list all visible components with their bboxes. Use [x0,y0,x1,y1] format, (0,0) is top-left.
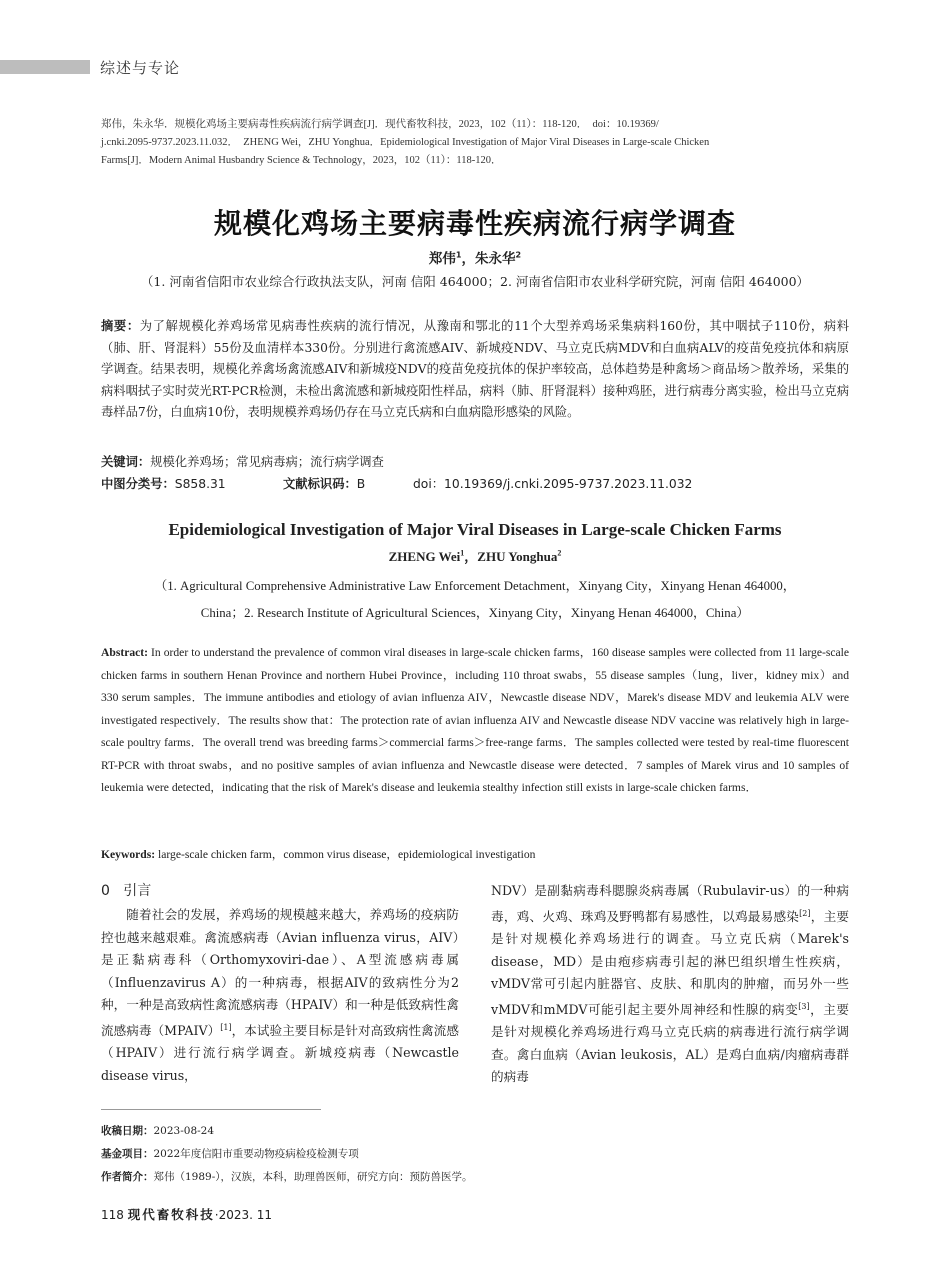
body-column-right [491,880,849,1089]
body-column-left [101,904,459,1087]
keywords-en [101,846,849,862]
title-cn: 规模化鸡场主要病毒性疾病流行病学调查 [213,207,736,240]
author-en-separator: ， [464,549,478,564]
author-en-2: ZHU Yonghua [477,549,558,564]
abstract-cn-text: 为了解规模化养鸡场常见病毒性疾病的流行情况，从豫南和鄂北的11个大型养鸡场采集病料160份，其中咽拭子110份，病料（肺、肝、肾混料）55份及血清样本330份。分别进行禽流感AIV、新城疫NDV、马立克氏病MDV和白血病ALV的疫苗免疫抗体和病原学调查。结果表明，规模化养禽场禽流感AIV和新城疫NDV的疫苗免疫抗体的保护率较高，总体趋势是种禽场＞商品场＞散养场，采集的病料咽拭子实时荧光RT-PCR检测，未检出禽流感和新城疫阳性样品，病料（肺、肝肾混料）接种鸡胚，进行病毒分离实验，检出马立克病毒样品7份，白血病10份，表明规模养鸡场仍存在马立克氏病和白血病隐形感染的风险。 [101,319,849,419]
citation-line-1: 郑伟，朱永华．规模化鸡场主要病毒性疾病流行病学调查[J]．现代畜牧科技，2023，102（11）：118-120． doi：10.19369/ [101,119,659,130]
keywords-cn-label: 关键词： [101,455,151,469]
body-right-text-3: ，主要是针对规模化养鸡场进行鸡马立克氏病的病毒进行流行病学调查。禽白血病（Avian leukosis，AL）是鸡白血病/肉瘤病毒群的病毒 [491,1001,849,1085]
keywords-cn-text: 规模化养鸡场；常见病毒病；流行病学调查 [150,455,384,469]
footnote-fund [101,1143,849,1166]
citation-ref-1: [1] [220,1022,232,1032]
abstract-en [101,642,849,800]
author-2: 朱永华 [475,251,516,267]
keywords-en-text: large-scale chicken farm，common virus disease，epidemiological investigation [158,848,536,861]
classification-row [101,474,849,492]
author-separator: ， [461,251,475,267]
section-bar [0,60,90,74]
page-number: 118 [101,1208,124,1222]
author-2-affil: 2 [515,250,522,260]
clc-code [101,474,283,492]
body-left-text-1: 随着社会的发展，养鸡场的规模越来越大，养鸡场的疫病防控也越来越艰难。禽流感病毒（Avian influenza virus，AIV）是正黏病毒科（Orthomyxoviri-dae）、A型流感病毒属（Influenzavirus A）的一种病毒，根据AIV的致病性分为2种，一种是高致病性禽流感病毒（HPAIV）和一种是低致病性禽流感病毒（MPAIV） [101,907,459,1038]
author-1: 郑伟 [428,251,456,267]
section-heading [101,880,151,900]
title-en: Epidemiological Investigation of Major Viral Diseases in Large-scale Chicken Farms [168,520,782,539]
abstract-cn-label: 摘要： [101,319,140,333]
affiliation-en-line-1: （1. Agricultural Comprehensive Administrative Law Enforcement Detachment，Xinyang City，Xinyang Henan 464000， [154,579,796,593]
author-en-2-affil: 2 [557,548,562,558]
citation-block [101,116,849,170]
body-right-text-1: NDV）是副黏病毒科腮腺炎病毒属（Rubulavir-us）的一种病毒，鸡、火鸡、珠鸡及野鸭都有易感性，以鸡最易感染 [491,883,849,924]
footnote-author [101,1166,849,1189]
author-en-1: ZHENG Wei [388,549,461,564]
keywords-cn [101,452,849,470]
affiliation-en-line-2: China；2. Research Institute of Agricultural Sciences，Xinyang City，Xinyang Henan 464000，China） [200,606,750,620]
citation-line-2: j.cnki.2095-9737.2023.11.032． ZHENG Wei，ZHU Yonghua．Epidemiological Investigation of Major Viral Diseases in Large-scale Chicken [101,137,710,148]
footnote-received [101,1120,849,1143]
fund-label: 基金项目： [101,1148,154,1160]
body-left-text-2: ，本试验主要目标是针对高致病性禽流感（HPAIV）进行流行病学调查。新城疫病毒（Newcastle disease virus， [101,1022,459,1083]
author-bio-value: 郑伟（1989-），汉族，本科，助理兽医师，研究方向：预防兽医学。 [153,1171,473,1183]
citation-ref-2: [2] [799,908,811,918]
journal-name: 现代畜牧科技 [127,1207,215,1222]
fund-value: 2022年度信阳市重要动物疫病检疫检测专项 [153,1148,359,1160]
citation-ref-3: [3] [798,1001,810,1011]
keywords-en-label: Keywords: [101,848,156,861]
author-en-1-affil: 1 [460,548,465,558]
page-footer [101,1205,272,1223]
affiliation-cn: （1. 河南省信阳市农业综合行政执法支队，河南 信阳 464000；2. 河南省信阳市农业科学研究院，河南 信阳 464000） [140,274,810,289]
abstract-en-label: Abstract: [101,646,149,659]
author-bio-label: 作者简介： [101,1171,154,1183]
doc-code [283,474,413,492]
doc-code-label: 文献标识码： [283,477,357,491]
abstract-en-text: In order to understand the prevalence of common viral diseases in large-scale chicken farms，160 disease samples were collected from 11 large-scale chicken farms in southern Henan Province and northern Hubei Province，including 110 throat swabs，55 disease samples（lung，liver，kidney mix）and 330 serum samples．The immune antibodies and etiology of avian influenza AIV，Newcastle disease NDV，Marek's disease MDV and leukemia ALV were investigated respectively．The results show that：The protection rate of avian influenza AIV and Newcastle disease NDV vaccine was relatively high in large-scale poultry farms．The overall trend was breeding farms＞commercial farms＞free-range farms．The samples collected were tested by real-time fluorescent RT-PCR with throat swabs，and no positive samples of avian influenza and Newcastle disease were detected．7 samples of Marek virus and 10 samples of leukemia were detected，indicating that the risk of Marek's disease and leukemia stealthy infection still exists in large-scale chicken farms． [101,646,849,794]
authors-en [0,546,950,565]
received-label: 收稿日期： [101,1125,154,1137]
doi-label: doi： [413,477,445,491]
body-right-text-2: ，主要是针对规模化养鸡场进行的调查。马立克氏病（Marek's disease，MD）是由疱疹病毒引起的淋巴组织增生性疾病，vMDV常可引起内脏器官、皮肤、和肌肉的肿瘤，而另外一些vMDV和mMDV可能引起主要外周神经和性腺的病变 [491,908,850,1017]
section-number: 0 [101,883,110,899]
section-label: 综述与专论 [100,59,181,77]
footnote-divider [101,1109,321,1110]
issue-info: ·2023. 11 [214,1208,273,1222]
authors-cn [0,247,950,267]
abstract-cn [101,316,849,424]
doi-value: 10.19369/j.cnki.2095-9737.2023.11.032 [444,477,693,491]
footnotes [101,1120,849,1189]
doc-code-value: B [356,477,366,491]
received-value: 2023-08-24 [153,1125,215,1137]
clc-value: S858.31 [174,477,226,491]
author-1-affil: 1 [455,250,462,260]
section-title: 引言 [123,883,152,899]
citation-line-3: Farms[J]．Modern Animal Husbandry Science & Technology，2023，102（11）：118-120． [101,155,502,166]
doi [413,474,692,492]
clc-label: 中图分类号： [101,477,175,491]
